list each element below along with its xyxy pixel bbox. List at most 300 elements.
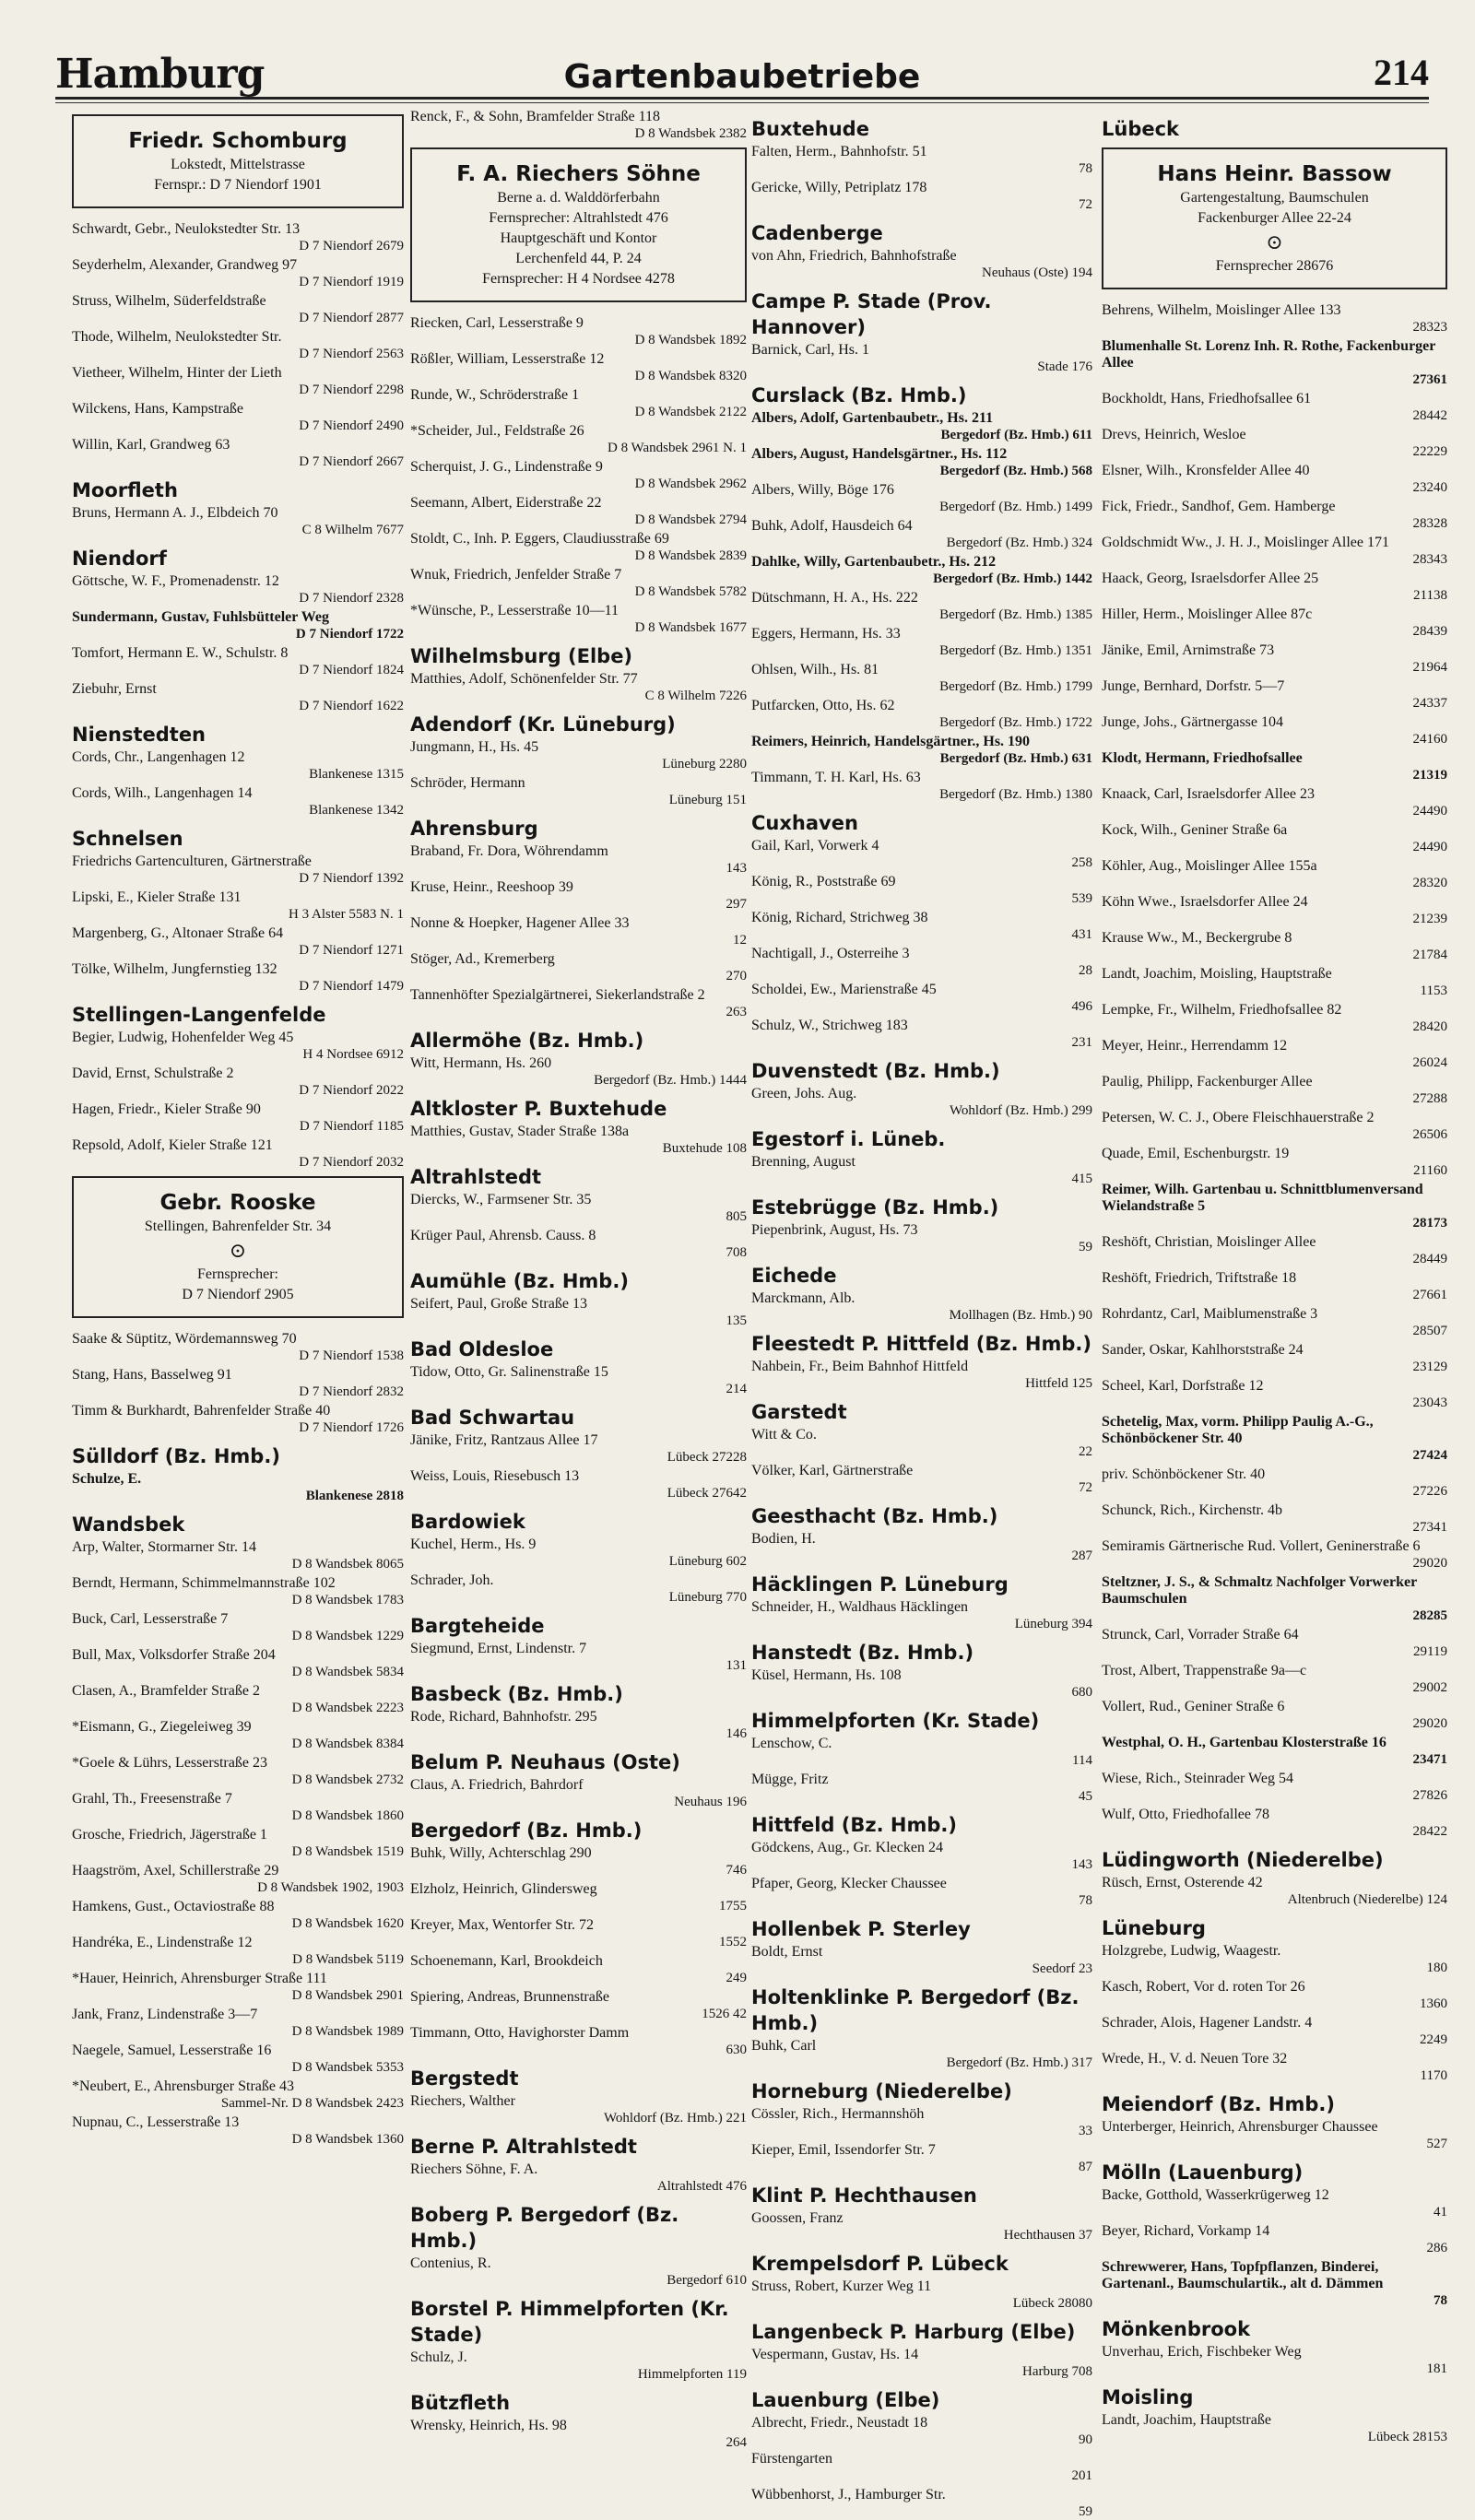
entry-name: Nachtigall, J., Osterreihe 3 [751, 946, 910, 961]
entry-name: *Neubert, E., Ahrensburger Straße 43 [72, 2078, 294, 2094]
entry-name: Krüger Paul, Ahrensb. Causs. 8 [410, 1228, 596, 1243]
entry-phone: 431 [1071, 927, 1092, 942]
entry-phone: 135 [726, 1313, 747, 1328]
directory-entry [751, 342, 1092, 375]
entry-phone: Seedorf 23 [1032, 1961, 1092, 1976]
entry-name: Schetelig, Max, vorm. Philipp Paulig A.-G., Schönböckener Str. 40 [1102, 1414, 1374, 1446]
entry-name: *Wünsche, P., Lesserstraße 10—11 [410, 603, 620, 618]
entry-phone: 28285 [1412, 1608, 1447, 1623]
entry-name: *Scheider, Jul., Feldstraße 26 [410, 423, 584, 439]
entry-name: Weiss, Louis, Riesebusch 13 [410, 1468, 580, 1484]
directory-entry [1102, 338, 1447, 388]
entry-name: Westphal, O. H., Gartenbau Klosterstraße 16 [1102, 1735, 1386, 1750]
entry-phone: H 4 Nordsee 6912 [302, 1047, 404, 1062]
directory-entry [72, 401, 404, 434]
directory-entry [751, 626, 1092, 659]
directory-entry [1102, 1002, 1447, 1035]
entry-phone: 41 [1434, 2205, 1447, 2220]
entry-name: Gericke, Willy, Petriplatz 178 [751, 180, 927, 195]
entry-name: Gödckens, Aug., Gr. Klecken 24 [751, 1840, 943, 1855]
entry-name: Ohlsen, Wilh., Hs. 81 [751, 662, 879, 677]
directory-entry [1102, 1663, 1447, 1696]
directory-entry [1102, 858, 1447, 891]
entry-name: Thode, Wilhelm, Neulokstedter Str. [72, 329, 282, 345]
entry-name: Hagen, Friedr., Kieler Straße 90 [72, 1101, 261, 1117]
directory-entry [72, 365, 404, 398]
entry-phone: D 8 Wandsbek 1860 [291, 1808, 404, 1823]
entry-phone: 72 [1079, 197, 1092, 212]
entry-name: Haack, Georg, Israelsdorfer Allee 25 [1102, 571, 1319, 586]
entry-phone: 27288 [1412, 1091, 1447, 1106]
ad-title: Friedr. Schomburg [128, 129, 348, 153]
entry-name: Bodien, H. [751, 1531, 816, 1547]
directory-entry [410, 2349, 747, 2383]
entry-name: Siegmund, Ernst, Lindenstr. 7 [410, 1641, 587, 1656]
place-heading: Eichede [751, 1265, 837, 1287]
place-heading: Langenbeck P. Harburg (Elbe) [751, 2321, 1076, 2343]
directory-entry [72, 1066, 404, 1099]
entry-name: Bockholdt, Hans, Friedhofsallee 61 [1102, 391, 1312, 406]
entry-phone: 214 [726, 1382, 747, 1396]
place-heading: Basbeck (Bz. Hmb.) [410, 1683, 623, 1705]
directory-entry [410, 1364, 747, 1397]
entry-phone: 29002 [1412, 1680, 1447, 1695]
directory-entry [1102, 427, 1447, 460]
entry-name: Jänike, Fritz, Rantzaus Allee 17 [410, 1432, 598, 1448]
entry-phone: D 8 Wandsbek 2122 [634, 405, 747, 419]
directory-entry [1102, 1414, 1447, 1464]
directory-entry [751, 946, 1092, 979]
directory-entry [751, 662, 1092, 695]
place-heading: Estebrügge (Bz. Hmb.) [751, 1196, 999, 1219]
entry-name: Junge, Bernhard, Dorfstr. 5—7 [1102, 678, 1285, 694]
entry-phone: Wohldorf (Bz. Hmb.) 299 [949, 1103, 1092, 1118]
entry-phone: D 8 Wandsbek 8320 [634, 369, 747, 383]
entry-name: Lempke, Fr., Wilhelm, Friedhofsallee 82 [1102, 1002, 1342, 1018]
entry-name: Meyer, Heinr., Herrendamm 12 [1102, 1038, 1288, 1054]
entry-phone: 1360 [1420, 1996, 1447, 2011]
directory-entry [72, 221, 404, 254]
place-heading: Cadenberge [751, 222, 883, 244]
entry-name: Putfarcken, Otto, Hs. 62 [751, 698, 895, 713]
directory-entry [751, 1944, 1092, 1977]
entry-name: Schoenemann, Karl, Brookdeich [410, 1953, 603, 1969]
ad-line: Fernsprecher: Altrahlstedt 476 [489, 210, 668, 226]
entry-name: Tölke, Wilhelm, Jungfernstieg 132 [72, 961, 277, 977]
directory-entry [1102, 1771, 1447, 1804]
entry-phone: 24490 [1412, 840, 1447, 854]
entry-name: Fürstengarten [751, 2451, 832, 2467]
directory-entry [751, 554, 1092, 587]
entry-phone: 181 [1426, 2361, 1447, 2376]
directory-entry [1102, 1038, 1447, 1071]
entry-phone: D 8 Wandsbek 1989 [291, 2024, 404, 2039]
entry-phone: D 8 Wandsbek 1783 [291, 1593, 404, 1607]
directory-entry [410, 387, 747, 420]
directory-entry [1102, 2015, 1447, 2048]
entry-name: Bull, Max, Volksdorfer Straße 204 [72, 1647, 276, 1663]
place-heading: Hollenbek P. Sterley [751, 1918, 971, 1940]
entry-phone: 21160 [1413, 1163, 1447, 1178]
entry-phone: 78 [1079, 1893, 1092, 1908]
advertisement-box [72, 114, 404, 208]
directory-entry [1102, 1110, 1447, 1143]
entry-name: Margenberg, G., Altonaer Straße 64 [72, 925, 284, 941]
place-heading: Curslack (Bz. Hmb.) [751, 384, 967, 406]
directory-entry [72, 2114, 404, 2148]
entry-name: Schrewwerer, Hans, Topfpflanzen, Binderei, Gartenanl., Baumschulartik., alt d. Dämmen [1102, 2259, 1384, 2291]
directory-entry [72, 749, 404, 783]
entry-name: Cössler, Rich., Hermannshöh [751, 2106, 925, 2122]
place-heading: Sülldorf (Bz. Hmb.) [72, 1445, 280, 1467]
directory-entry [1102, 2187, 1447, 2220]
entry-name: Runde, W., Schröderstraße 1 [410, 387, 580, 403]
entry-name: Timmann, Otto, Havighorster Damm [410, 2025, 630, 2041]
entry-name: Pfaper, Georg, Klecker Chaussee [751, 1876, 947, 1891]
directory-entry [72, 681, 404, 714]
entry-name: Grosche, Friedrich, Jägerstraße 1 [72, 1827, 267, 1843]
entry-phone: 26024 [1412, 1055, 1447, 1070]
entry-name: Naegele, Samuel, Lesserstraße 16 [72, 2043, 272, 2058]
entry-name: Steltzner, J. S., & Schmaltz Nachfolger Vorwerker Baumschulen [1102, 1574, 1417, 1607]
entry-phone: D 7 Niendorf 1185 [299, 1119, 404, 1134]
directory-entry [410, 1537, 747, 1570]
entry-phone: D 7 Niendorf 2877 [299, 311, 404, 325]
entry-phone: 201 [1071, 2468, 1092, 2483]
entry-name: Wilckens, Hans, Kampstraße [72, 401, 243, 417]
entry-phone: Lüneburg 151 [668, 793, 747, 807]
place-heading: Berne P. Altrahlstedt [410, 2136, 637, 2158]
entry-name: Tidow, Otto, Gr. Salinenstraße 15 [410, 1364, 608, 1380]
entry-phone: 27341 [1412, 1520, 1447, 1535]
entry-name: Struss, Wilhelm, Süderfeldstraße [72, 293, 266, 309]
directory-entry [410, 1468, 747, 1501]
directory-entry [410, 1917, 747, 1950]
entry-name: Knaack, Carl, Israelsdorfer Allee 23 [1102, 786, 1316, 802]
place-heading: Lüneburg [1102, 1917, 1206, 1939]
directory-entry [72, 1719, 404, 1752]
place-heading: Altrahlstedt [410, 1166, 542, 1188]
entry-name: Falten, Herm., Bahnhofstr. 51 [751, 144, 927, 159]
entry-phone: 263 [726, 1005, 747, 1019]
directory-entry [1102, 2119, 1447, 2152]
entry-name: Witt & Co. [751, 1427, 817, 1443]
entry-name: Marckmann, Alb. [751, 1290, 856, 1306]
directory-entry [72, 1971, 404, 2004]
place-heading: Mönkenbrook [1102, 2318, 1251, 2340]
directory-entry [410, 567, 747, 600]
entry-name: Buck, Carl, Lesserstraße 7 [72, 1611, 229, 1627]
entry-phone: Bergedorf (Bz. Hmb.) 1799 [939, 679, 1092, 694]
entry-name: von Ahn, Friedrich, Bahnhofstraße [751, 248, 957, 264]
entry-phone: 22 [1079, 1444, 1092, 1459]
directory-entry [72, 1611, 404, 1644]
directory-entry [1102, 463, 1447, 496]
entry-phone: 1153 [1420, 983, 1447, 998]
entry-name: Kock, Wilh., Geniner Straße 6a [1102, 822, 1288, 838]
entry-phone: 29020 [1412, 1716, 1447, 1731]
entry-phone: Hechthausen 37 [1003, 2228, 1092, 2243]
place-heading: Moisling [1102, 2386, 1194, 2408]
place-heading: Duvenstedt (Bz. Hmb.) [751, 1060, 1000, 1082]
entry-phone: 28320 [1412, 876, 1447, 890]
entry-name: Grahl, Th., Freesenstraße 7 [72, 1791, 232, 1807]
directory-entry [72, 1101, 404, 1135]
running-head-title: Gartenbaubetriebe [563, 58, 921, 96]
directory-entry [72, 437, 404, 470]
entry-name: *Goele & Lührs, Lesserstraße 23 [72, 1755, 267, 1771]
entry-phone: 2249 [1420, 2032, 1447, 2047]
entry-name: Nonne & Hoepker, Hagener Allee 33 [410, 915, 630, 931]
entry-phone: D 7 Niendorf 1271 [299, 943, 404, 958]
advertisement-box [410, 147, 747, 302]
entry-name: Boldt, Ernst [751, 1944, 823, 1960]
entry-phone: D 7 Niendorf 2328 [299, 591, 404, 606]
entry-name: Willin, Karl, Grandweg 63 [72, 437, 230, 453]
entry-name: Petersen, W. C. J., Obere Fleischhauerstraße 2 [1102, 1110, 1375, 1125]
directory-entry [72, 1647, 404, 1680]
entry-name: Völker, Karl, Gärtnerstraße [751, 1463, 914, 1478]
place-heading: Niendorf [72, 548, 167, 570]
entry-phone: D 7 Niendorf 1919 [299, 275, 404, 289]
entry-name: Reimer, Wilh. Gartenbau u. Schnittblumenversand Wielandstraße 5 [1102, 1182, 1423, 1214]
entry-phone: 72 [1079, 1480, 1092, 1495]
entry-phone: 1170 [1420, 2068, 1447, 2083]
entry-phone: 496 [1071, 999, 1092, 1014]
directory-entry [1102, 302, 1447, 336]
directory-entry [72, 505, 404, 538]
entry-phone: 805 [726, 1209, 747, 1224]
entry-name: Backe, Gotthold, Wasserkrügerweg 12 [1102, 2187, 1329, 2203]
entry-name: Rode, Richard, Bahnhofstr. 295 [410, 1709, 597, 1725]
directory-entry [72, 925, 404, 959]
ad-line: Berne a. d. Walddörferbahn [497, 190, 660, 206]
directory-entry [410, 1881, 747, 1914]
entry-phone: D 8 Wandsbek 2223 [291, 1701, 404, 1715]
entry-phone: Bergedorf (Bz. Hmb.) 1351 [939, 643, 1092, 658]
entry-name: Jänike, Emil, Arnimstraße 73 [1102, 642, 1275, 658]
entry-phone: Lübeck 28153 [1367, 2430, 1447, 2444]
entry-phone: D 7 Niendorf 1824 [299, 663, 404, 677]
entry-name: Schwardt, Gebr., Neulokstedter Str. 13 [72, 221, 301, 237]
entry-phone: C 8 Wilhelm 7226 [644, 689, 747, 703]
entry-phone: Bergedorf (Bz. Hmb.) 568 [939, 464, 1092, 478]
entry-phone: Bergedorf (Bz. Hmb.) 1444 [594, 1073, 747, 1088]
entry-phone: 28 [1079, 963, 1092, 978]
entry-name: Lenschow, C. [751, 1736, 832, 1751]
entry-phone: 23471 [1412, 1752, 1447, 1767]
entry-phone: Lübeck 27642 [667, 1486, 747, 1501]
entry-phone: Lübeck 28080 [1012, 2296, 1092, 2311]
directory-entry [1102, 966, 1447, 999]
directory-entry [410, 1709, 747, 1742]
entry-phone: D 7 Niendorf 2679 [299, 239, 404, 253]
entry-phone: Altenbruch (Niederelbe) 124 [1287, 1892, 1447, 1907]
entry-phone: D 8 Wandsbek 1677 [634, 620, 747, 635]
entry-phone: 114 [1072, 1753, 1092, 1768]
directory-entry [410, 531, 747, 564]
entry-name: Trost, Albert, Trappenstraße 9a—c [1102, 1663, 1307, 1678]
ad-emblem-icon: ⊙ [229, 1239, 247, 1262]
entry-phone: 24490 [1412, 804, 1447, 818]
entry-name: Wnuk, Friedrich, Jenfelder Straße 7 [410, 567, 622, 583]
directory-entry [72, 2078, 404, 2112]
directory-entry [1102, 786, 1447, 819]
entry-name: Landt, Joachim, Hauptstraße [1102, 2412, 1271, 2428]
entry-phone: D 8 Wandsbek 5119 [292, 1952, 404, 1967]
entry-phone: 28439 [1412, 624, 1447, 639]
directory-entry [1102, 606, 1447, 640]
entry-phone: 708 [726, 1245, 747, 1260]
directory-entry [751, 2106, 1092, 2139]
entry-phone: Harburg 708 [1022, 2364, 1092, 2379]
entry-name: Arp, Walter, Stormarner Str. 14 [72, 1539, 256, 1555]
entry-phone: Lüneburg 770 [668, 1590, 747, 1605]
entry-phone: 45 [1079, 1789, 1092, 1804]
entry-name: Nupnau, C., Lesserstraße 13 [72, 2114, 240, 2130]
entry-phone: 33 [1079, 2124, 1092, 2138]
entry-name: Reimers, Heinrich, Handelsgärtner., Hs. 190 [751, 734, 1031, 749]
entry-name: Diercks, W., Farmsener Str. 35 [410, 1192, 592, 1207]
place-heading: Himmelpforten (Kr. Stade) [751, 1710, 1040, 1732]
directory-entry [1102, 678, 1447, 712]
entry-phone: 630 [726, 2043, 747, 2057]
ad-line: Fackenburger Allee 22-24 [1198, 210, 1351, 226]
directory-entry [1102, 1699, 1447, 1732]
directory-entry [72, 1403, 404, 1436]
entry-phone: 78 [1434, 2293, 1447, 2308]
directory-entry [72, 329, 404, 362]
entry-phone: 59 [1079, 1240, 1092, 1254]
place-heading: Campe P. Stade (Prov. Hannover) [751, 290, 992, 338]
entry-name: Köhn Wwe., Israelsdorfer Allee 24 [1102, 894, 1308, 910]
entry-phone: 143 [726, 861, 747, 876]
entry-name: *Eismann, G., Ziegeleiweg 39 [72, 1719, 252, 1735]
place-heading: Klint P. Hechthausen [751, 2184, 977, 2207]
place-heading: Hittfeld (Bz. Hmb.) [751, 1814, 957, 1836]
directory-entry [1102, 1306, 1447, 1339]
ad-line: D 7 Niendorf 2905 [182, 1287, 294, 1302]
advertisement-box [1102, 147, 1447, 289]
place-heading: Wilhelmsburg (Elbe) [410, 645, 633, 667]
entry-name: priv. Schönböckener Str. 40 [1102, 1466, 1266, 1482]
place-heading: Aumühle (Bz. Hmb.) [410, 1270, 629, 1292]
entry-name: Junge, Johs., Gärtnergasse 104 [1102, 714, 1284, 730]
entry-name: Holzgrebe, Ludwig, Waagestr. [1102, 1943, 1281, 1959]
entry-phone: 21239 [1412, 912, 1447, 926]
entry-name: Witt, Hermann, Hs. 260 [410, 1055, 552, 1071]
entry-name: Reshöft, Christian, Moislinger Allee [1102, 1234, 1316, 1250]
ad-line: Gartengestaltung, Baumschulen [1180, 190, 1369, 206]
entry-name: Friedrichs Gartenculturen, Gärtnerstraße [72, 854, 312, 869]
entry-name: Rohrdantz, Carl, Maiblumenstraße 3 [1102, 1306, 1318, 1322]
entry-phone: 28449 [1412, 1252, 1447, 1266]
entry-name: Elsner, Wilh., Kronsfelder Allee 40 [1102, 463, 1310, 478]
entry-name: Buhk, Carl [751, 2038, 817, 2054]
entry-phone: D 8 Wandsbek 8065 [291, 1557, 404, 1572]
directory-entry [72, 1331, 404, 1364]
entry-phone: 78 [1079, 161, 1092, 176]
entry-name: Seemann, Albert, Eiderstraße 22 [410, 495, 602, 511]
entry-name: Beyer, Richard, Vorkamp 14 [1102, 2223, 1270, 2239]
entry-name: Scherquist, J. G., Lindenstraße 9 [410, 459, 603, 475]
entry-phone: 28323 [1412, 320, 1447, 335]
directory-entry [1102, 1234, 1447, 1267]
entry-name: Semiramis Gärtnerische Rud. Vollert, Geninerstraße 6 [1102, 1538, 1421, 1554]
entry-name: Green, Johs. Aug. [751, 1086, 857, 1101]
directory-entry [751, 2487, 1092, 2520]
entry-name: David, Ernst, Schulstraße 2 [72, 1066, 234, 1081]
entry-name: Rüsch, Ernst, Osterende 42 [1102, 1875, 1263, 1890]
place-heading: Lauenburg (Elbe) [751, 2389, 940, 2411]
entry-phone: 415 [1071, 1172, 1092, 1186]
entry-name: Sundermann, Gustav, Fuhlsbütteler Weg [72, 609, 330, 625]
directory-entry [1102, 1875, 1447, 1908]
directory-entry [72, 2007, 404, 2040]
directory-entry [1102, 750, 1447, 783]
directory-entry [1102, 2412, 1447, 2445]
directory-entry [1102, 2051, 1447, 2084]
entry-name: König, Richard, Strichweg 38 [751, 910, 928, 925]
entry-phone: Bergedorf (Bz. Hmb.) 631 [939, 751, 1092, 766]
entry-phone: D 8 Wandsbek 1229 [291, 1629, 404, 1643]
place-heading: Geesthacht (Bz. Hmb.) [751, 1505, 998, 1527]
entry-phone: D 8 Wandsbek 2794 [634, 512, 747, 527]
entry-name: Braband, Fr. Dora, Wöhrendamm [410, 843, 608, 859]
place-heading: Altkloster P. Buxtehude [410, 1098, 667, 1120]
page-header [55, 51, 1429, 100]
entry-name: Kreyer, Max, Wentorfer Str. 72 [410, 1917, 595, 1933]
directory-entry [751, 698, 1092, 731]
directory-entry [1102, 2344, 1447, 2377]
place-heading: Wandsbek [72, 1513, 185, 1536]
entry-phone: 23240 [1412, 480, 1447, 495]
entry-phone: 539 [1071, 891, 1092, 906]
directory-entry [751, 482, 1092, 515]
entry-name: Fick, Friedr., Sandhof, Gem. Hamberge [1102, 499, 1336, 514]
directory-entry [1102, 1466, 1447, 1500]
directory-entry [1102, 1735, 1447, 1768]
directory-entry [410, 1641, 747, 1674]
directory-entry [751, 1840, 1092, 1873]
directory-entry [751, 2415, 1092, 2448]
entry-name: Krause Ww., M., Beckergrube 8 [1102, 930, 1292, 946]
entry-name: Schulz, W., Strichweg 183 [751, 1018, 908, 1033]
place-heading: Boberg P. Bergedorf (Bz. Hmb.) [410, 2204, 679, 2252]
entry-phone: 1755 [719, 1899, 747, 1914]
entry-name: Dütschmann, H. A., Hs. 222 [751, 590, 918, 606]
entry-phone: 143 [1071, 1857, 1092, 1872]
directory-entry [1102, 1574, 1447, 1624]
directory-entry [410, 423, 747, 456]
entry-name: Schröder, Hermann [410, 775, 525, 791]
directory-entry [1102, 714, 1447, 748]
entry-phone: 28343 [1412, 552, 1447, 567]
place-heading: Moorfleth [72, 479, 178, 501]
entry-phone: Lüneburg 2280 [662, 757, 747, 771]
entry-name: Lipski, E., Kieler Straße 131 [72, 889, 242, 905]
directory-entry [72, 609, 404, 642]
directory-entry [72, 1683, 404, 1716]
place-heading: Adendorf (Kr. Lüneburg) [410, 713, 676, 736]
ad-line: Fernsprecher: [197, 1266, 278, 1282]
entry-name: Wrede, H., V. d. Neuen Tore 32 [1102, 2051, 1288, 2067]
directory-entry [1102, 1538, 1447, 1572]
directory-entry [72, 1755, 404, 1788]
entry-phone: D 8 Wandsbek 5353 [291, 2060, 404, 2075]
entry-phone: 27661 [1412, 1288, 1447, 1302]
directory-entry [410, 109, 747, 142]
